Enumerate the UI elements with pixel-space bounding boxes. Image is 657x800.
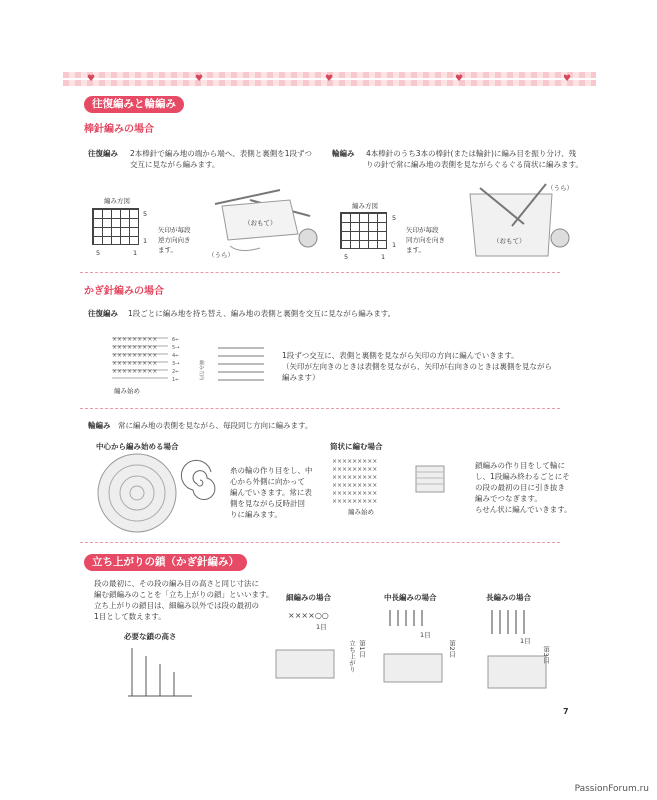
tube-text-2: し、1段編み終わるごとにそ [475, 472, 570, 481]
center-text-2: 心から外側に向かって [230, 477, 305, 486]
center-round-chart [96, 452, 178, 534]
hdc-first-label: 第2目 [448, 640, 456, 658]
text-back-forth-crochet: 1段ごとに編み地を持ち替え、編み地の表側と裏側を交互に見ながら編みます。 [128, 309, 396, 318]
chart-label-right: 編み方図 [352, 202, 378, 210]
round-note-2: 同方向を向き [406, 236, 445, 244]
round-note-3: ます。 [406, 246, 425, 254]
dc-first-label: 第3目 [542, 646, 550, 664]
svg-text:1←: 1← [172, 377, 180, 383]
spiral-illustration [180, 462, 220, 502]
svg-text:×××××××××: ××××××××× [332, 482, 378, 489]
tube-text-3: の段の最初の目に引き抜き [475, 483, 565, 492]
svg-text:6←: 6← [172, 337, 180, 343]
page-number: 7 [563, 707, 569, 716]
svg-text:×××××××××: ××××××××× [332, 490, 378, 497]
svg-text:×××××××××: ××××××××× [332, 498, 378, 505]
subhead-knitting: 棒針編みの場合 [84, 124, 154, 135]
text-rows-3: 編みます） [282, 373, 320, 382]
label-round-knit: 輪編み [332, 149, 355, 158]
svg-text:4←: 4← [172, 353, 180, 359]
intro-2: 編む鎖編みのことを「立ち上がりの鎖」といいます。 [94, 590, 274, 599]
sc-title: 細編みの場合 [286, 593, 331, 602]
knit-chart-grid-right [340, 212, 387, 249]
tube-illustration [410, 458, 450, 498]
svg-text:×××××××××: ××××××××× [112, 352, 158, 359]
svg-text:×××××××××: ××××××××× [332, 474, 378, 481]
col-label-1: 1 [133, 249, 138, 257]
label-ura-right: （うら） [547, 184, 573, 192]
svg-text:×××××××××: ××××××××× [112, 344, 158, 351]
label-crochet-start: 編み始め [114, 387, 140, 395]
arrow-note-3: ます。 [158, 246, 177, 254]
section-title-tachiagari: 立ち上がりの鎖（かぎ針編み） [84, 554, 247, 571]
divider [80, 272, 560, 273]
svg-text:5→: 5→ [172, 345, 180, 351]
sc-chain-icon [286, 606, 336, 626]
center-text-3: 編んでいきます。常に表 [230, 488, 312, 497]
svg-text:3→: 3→ [172, 361, 180, 367]
center-start-title: 中心から編み始める場合 [96, 442, 179, 451]
text-round-2: りの針で常に編み地の表側を見ながらぐるぐる筒状に編みます。 [366, 160, 583, 169]
row-direction-arrows [198, 344, 268, 386]
heart-icon: ♥ [563, 74, 572, 84]
text-round-1: 4本棒針のうち3本の棒針(または輪針)に編み目を振り分け、残 [366, 149, 577, 158]
intro-4: 1目として数えます。 [94, 612, 166, 621]
hdc-chain-icon [384, 606, 434, 630]
arrow-note-1: 矢印が毎段 [158, 226, 191, 234]
tube-text-5: らせん状に編んでいきます。 [475, 505, 572, 514]
svg-text:×××××××××: ××××××××× [112, 368, 158, 375]
hdc-one-st: 1目 [420, 631, 431, 639]
dc-title: 長編みの場合 [486, 593, 531, 602]
chain-height-diagram [124, 644, 196, 700]
col-label-5: 5 [96, 249, 101, 257]
label-back-forth-crochet: 往復編み [88, 309, 118, 318]
hdc-title: 中長編みの場合 [384, 593, 437, 602]
tube-text-1: 鎖編みの作り目をして輪に [475, 461, 565, 470]
tube-chart [330, 455, 410, 507]
text-round-crochet: 常に編み地の表側を見ながら、毎段同じ方向に編みます。 [118, 421, 313, 430]
heart-icon: ♥ [455, 74, 464, 84]
dc-one-st: 1目 [520, 637, 531, 645]
needed-height-label: 必要な鎖の高さ [124, 632, 177, 641]
svg-text:×××××××××: ××××××××× [332, 458, 378, 465]
row-label-1: 1 [143, 237, 148, 245]
center-text-4: 側を見ながら反時計回 [230, 499, 305, 508]
label-ura-left: （うら） [208, 251, 234, 259]
tube-text-4: 編みでつなぎます。 [475, 494, 542, 503]
intro-1: 段の最初に、その段の編み目の高さと同じ寸法に [94, 579, 259, 588]
col-label-1-right: 1 [381, 253, 386, 261]
svg-text:×××××××××: ××××××××× [112, 360, 158, 367]
text-rows-2: （矢印が左向きのときは表側を見ながら、矢印が右向きのときは裏側を見ながら [282, 362, 552, 371]
svg-text:2←: 2← [172, 369, 180, 375]
label-omote-left: （おもて） [244, 219, 277, 227]
chart-label-left: 編み方図 [104, 197, 130, 205]
arrow-note-2: 逆方向向き [158, 236, 191, 244]
center-text-1: 糸の輪の作り目をし、中 [230, 466, 313, 475]
label-back-forth-knit: 往復編み [88, 149, 118, 158]
subhead-crochet: かぎ針編みの場合 [84, 286, 164, 297]
hdc-swatch [380, 648, 450, 688]
svg-text:×××××××××: ××××××××× [332, 466, 378, 473]
tube-start-label: 編み始め [348, 508, 374, 516]
intro-3: 立ち上がりの鎖目は、細編み以外では段の最初の [94, 601, 259, 610]
label-omote-right: （おもて） [493, 237, 526, 245]
svg-text:編み方向: 編み方向 [198, 360, 204, 381]
tube-title: 筒状に編む場合 [330, 442, 383, 451]
heart-icon: ♥ [195, 74, 204, 84]
crochet-rows-chart [110, 334, 190, 386]
text-rows-1: 1段ずつ交互に、表側と裏側を見ながら矢印の方向に編んでいきます。 [282, 351, 519, 360]
sc-one-st: 1目 [316, 623, 327, 631]
svg-text:××××○○: ××××○○ [288, 611, 329, 620]
sc-first-label: 第1目 [358, 640, 366, 658]
label-round-crochet: 輪編み [88, 421, 111, 430]
heart-icon: ♥ [87, 74, 96, 84]
center-text-5: りに編みます。 [230, 510, 282, 519]
text-back-forth-2: 交互に見ながら編みます。 [130, 160, 220, 169]
dc-chain-icon [486, 606, 536, 640]
divider [80, 408, 560, 409]
heart-icon: ♥ [325, 74, 334, 84]
round-note-1: 矢印が毎段 [406, 226, 439, 234]
divider [80, 542, 560, 543]
sc-swatch [272, 644, 342, 684]
row-label-1-right: 1 [392, 241, 397, 249]
row-label-5-right: 5 [392, 214, 397, 222]
sc-tall-label: 立ち上がり [348, 640, 356, 673]
col-label-5-right: 5 [344, 253, 349, 261]
row-label-5: 5 [143, 210, 148, 218]
svg-text:×××××××××: ××××××××× [112, 336, 158, 343]
text-back-forth-1: 2本棒針で編み地の端から端へ、表側と裏側を1段ずつ [130, 149, 313, 158]
header-band [63, 72, 596, 86]
watermark: PassionForum.ru [574, 784, 649, 794]
knit-chart-grid-left [92, 208, 139, 245]
section-title-ofuku-wa: 往復編みと輪編み [84, 96, 184, 113]
